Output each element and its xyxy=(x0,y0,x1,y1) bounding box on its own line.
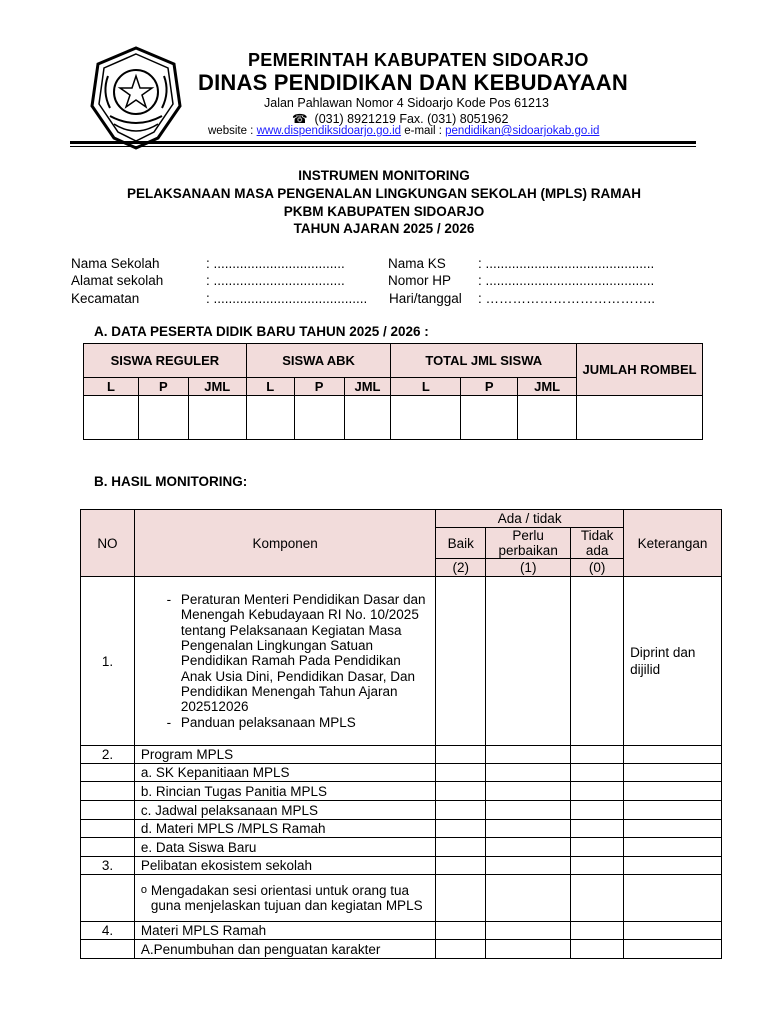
row-no: 4. xyxy=(81,922,135,940)
cell-keterangan[interactable] xyxy=(624,801,722,820)
nomor-hp-field[interactable]: : ............................................. xyxy=(478,273,655,288)
doc-title-3: PKBM KABUPATEN SIDOARJO xyxy=(283,204,485,219)
sub-p: P xyxy=(138,378,188,396)
cell-tidak[interactable] xyxy=(571,940,624,959)
bullet-marker: o xyxy=(140,884,148,896)
nomor-hp-label: Nomor HP xyxy=(388,273,452,288)
table-row xyxy=(81,875,722,922)
website-label: website : xyxy=(208,125,257,137)
list-item xyxy=(157,715,431,730)
nama-sekolah-label: Nama Sekolah xyxy=(71,256,160,271)
cell-tidak[interactable] xyxy=(571,922,624,940)
cell-keterangan[interactable] xyxy=(624,764,722,782)
sub-jml: JML xyxy=(518,378,577,396)
alamat-label: Alamat sekolah xyxy=(71,273,164,288)
cell-keterangan[interactable] xyxy=(624,857,722,875)
cell-perlu[interactable] xyxy=(486,940,571,959)
nama-sekolah-field[interactable]: : ................................... xyxy=(206,256,345,271)
row-no xyxy=(81,782,135,801)
cell-keterangan[interactable] xyxy=(624,940,722,959)
cell-baik[interactable] xyxy=(436,746,486,764)
cell-perlu[interactable] xyxy=(486,838,571,857)
score-tidak: (0) xyxy=(571,559,624,577)
cell-perlu[interactable] xyxy=(486,746,571,764)
cell-reguler-l[interactable] xyxy=(84,396,139,440)
cell-tidak[interactable] xyxy=(571,801,624,820)
doc-title-2: PELAKSANAAN MASA PENGENALAN LINGKUNGAN SEKOLAH (MPLS) RAMAH xyxy=(127,186,641,201)
row-komponen: A.Penumbuhan dan penguatan karakter xyxy=(134,940,435,959)
row-komponen: a. SK Kepanitiaan MPLS xyxy=(134,764,435,782)
kecamatan-label: Kecamatan xyxy=(71,291,140,306)
cell-tidak[interactable] xyxy=(571,746,624,764)
cell-tidak[interactable] xyxy=(571,782,624,801)
cell-keterangan[interactable] xyxy=(624,838,722,857)
dash-marker: - xyxy=(166,714,172,730)
cell-abk-l[interactable] xyxy=(246,396,294,440)
list-item xyxy=(157,592,431,714)
cell-baik[interactable] xyxy=(436,875,486,922)
cell-perlu[interactable] xyxy=(486,875,571,922)
sidoarjo-regency-emblem xyxy=(88,46,184,150)
row-no: 3. xyxy=(81,857,135,875)
doc-title-1: INSTRUMEN MONITORING xyxy=(298,168,470,183)
row-no xyxy=(81,838,135,857)
alamat-field[interactable]: : ................................... xyxy=(206,273,345,288)
row-komponen: e. Data Siswa Baru xyxy=(134,838,435,857)
letterhead-address: Jalan Pahlawan Nomor 4 Sidoarjo Kode Pos 61213 xyxy=(264,96,549,110)
cell-tidak[interactable] xyxy=(571,838,624,857)
student-data-table xyxy=(83,343,703,440)
table-row xyxy=(81,922,722,940)
section-a-heading: A. DATA PESERTA DIDIK BARU TAHUN 2025 / 2026 : xyxy=(94,324,429,339)
sub-p: P xyxy=(461,378,518,396)
list-item xyxy=(141,883,431,913)
header-komponen: Komponen xyxy=(134,510,435,577)
header-siswa-reguler: SISWA REGULER xyxy=(84,344,247,378)
sub-p: P xyxy=(294,378,344,396)
table-row xyxy=(81,838,722,857)
cell-rombel[interactable] xyxy=(577,396,703,440)
header-ada-tidak: Ada / tidak xyxy=(436,510,624,528)
cell-keterangan[interactable] xyxy=(624,922,722,940)
cell-abk-jml[interactable] xyxy=(344,396,391,440)
header-tidak-ada: Tidak ada xyxy=(571,528,624,559)
dash-marker: - xyxy=(166,592,172,608)
website-link[interactable]: www.dispendiksidoarjo.go.id xyxy=(256,125,402,137)
table-row xyxy=(81,746,722,764)
cell-baik[interactable] xyxy=(436,764,486,782)
letterhead-rule-thick xyxy=(70,141,696,144)
cell-perlu[interactable] xyxy=(486,764,571,782)
letterhead-rule-thin xyxy=(70,146,696,147)
cell-perlu[interactable] xyxy=(486,922,571,940)
row-komponen: Pelibatan ekosistem sekolah xyxy=(134,857,435,875)
row-no xyxy=(81,940,135,959)
cell-tidak[interactable] xyxy=(571,577,624,746)
sub-l: L xyxy=(246,378,294,396)
cell-tidak[interactable] xyxy=(571,764,624,782)
score-perlu: (1) xyxy=(486,559,571,577)
cell-baik[interactable] xyxy=(436,820,486,838)
cell-keterangan[interactable] xyxy=(624,746,722,764)
row-no xyxy=(81,875,135,922)
row-komponen: c. Jadwal pelaksanaan MPLS xyxy=(134,801,435,820)
cell-total-jml[interactable] xyxy=(518,396,577,440)
item-panduan: Panduan pelaksanaan MPLS xyxy=(180,714,356,730)
row-no xyxy=(81,801,135,820)
table-row xyxy=(81,764,722,782)
table-row xyxy=(81,940,722,959)
letterhead-contacts xyxy=(208,125,599,137)
row-komponen xyxy=(134,577,435,746)
email-label: e-mail : xyxy=(401,125,446,137)
cell-abk-p[interactable] xyxy=(294,396,344,440)
nama-ks-label: Nama KS xyxy=(388,256,446,271)
cell-perlu[interactable] xyxy=(486,577,571,746)
item-orientasi: Mengadakan sesi orientasi untuk orang tua guna menjelaskan tujuan dan kegiatan MPLS xyxy=(150,883,423,913)
cell-tidak[interactable] xyxy=(571,820,624,838)
row-komponen: Materi MPLS Ramah xyxy=(134,922,435,940)
table-row xyxy=(81,801,722,820)
cell-tidak[interactable] xyxy=(571,875,624,922)
cell-perlu[interactable] xyxy=(486,801,571,820)
cell-keterangan[interactable] xyxy=(624,820,722,838)
table-row xyxy=(81,857,722,875)
header-total-siswa: TOTAL JML SISWA xyxy=(391,344,577,378)
row-no xyxy=(81,820,135,838)
cell-baik[interactable] xyxy=(436,801,486,820)
row-komponen: Program MPLS xyxy=(134,746,435,764)
table-row xyxy=(81,782,722,801)
row-keterangan: Diprint dan dijilid xyxy=(624,577,722,746)
header-siswa-abk: SISWA ABK xyxy=(246,344,391,378)
header-perlu-perbaikan: Perlu perbaikan xyxy=(486,528,571,559)
header-baik: Baik xyxy=(436,528,486,559)
row-komponen: d. Materi MPLS /MPLS Ramah xyxy=(134,820,435,838)
row-komponen: b. Rincian Tugas Panitia MPLS xyxy=(134,782,435,801)
cell-baik[interactable] xyxy=(436,857,486,875)
sub-l: L xyxy=(84,378,139,396)
row-no xyxy=(81,764,135,782)
header-jumlah-rombel: JUMLAH ROMBEL xyxy=(577,344,703,396)
phone-text: (031) 8921219 Fax. (031) 8051962 xyxy=(314,112,509,126)
cell-perlu[interactable] xyxy=(486,820,571,838)
section-b-heading: B. HASIL MONITORING: xyxy=(94,474,248,489)
letterhead-department: DINAS PENDIDIKAN DAN KEBUDAYAAN xyxy=(198,70,628,95)
cell-tidak[interactable] xyxy=(571,857,624,875)
header-keterangan: Keterangan xyxy=(624,510,722,577)
cell-baik[interactable] xyxy=(436,838,486,857)
cell-baik[interactable] xyxy=(436,940,486,959)
kecamatan-field[interactable]: : ......................................... xyxy=(206,291,368,306)
sub-jml: JML xyxy=(188,378,246,396)
cell-total-p[interactable] xyxy=(461,396,518,440)
phone-icon: ☎ xyxy=(292,112,308,126)
email-link[interactable]: pendidikan@sidoarjokab.go.id xyxy=(445,125,600,137)
hari-tanggal-field[interactable]: : ……………………………….. xyxy=(478,291,656,306)
cell-keterangan[interactable] xyxy=(624,782,722,801)
monitoring-table xyxy=(80,509,722,959)
cell-reguler-jml[interactable] xyxy=(188,396,246,440)
doc-title-4: TAHUN AJARAN 2025 / 2026 xyxy=(293,221,475,236)
cell-reguler-p[interactable] xyxy=(138,396,188,440)
cell-perlu[interactable] xyxy=(486,782,571,801)
nama-ks-field[interactable]: : ............................................. xyxy=(478,256,655,271)
score-baik: (2) xyxy=(436,559,486,577)
header-no: NO xyxy=(81,510,135,577)
cell-baik[interactable] xyxy=(436,922,486,940)
sub-jml: JML xyxy=(344,378,391,396)
row-komponen xyxy=(134,875,435,922)
item-peraturan: Peraturan Menteri Pendidikan Dasar dan Menengah Kebudayaan RI No. 10/2025 tentang Pelaksanaan Kegiatan Masa Pengenalan Lingkungan Satuan Pendidikan Ramah Pada Pendidikan Anak Usia Dini, Pendidikan Dasar, Dan Pendidikan Menengah Tahun Ajaran 202512026 xyxy=(180,592,426,715)
cell-keterangan[interactable] xyxy=(624,875,722,922)
sub-l: L xyxy=(391,378,461,396)
table-row xyxy=(81,820,722,838)
row-no: 1. xyxy=(81,577,135,746)
cell-total-l[interactable] xyxy=(391,396,461,440)
row-no: 2. xyxy=(81,746,135,764)
cell-baik[interactable] xyxy=(436,577,486,746)
letterhead-government: PEMERINTAH KABUPATEN SIDOARJO xyxy=(248,50,589,70)
letterhead-phone xyxy=(292,111,508,126)
cell-perlu[interactable] xyxy=(486,857,571,875)
cell-baik[interactable] xyxy=(436,782,486,801)
table-row xyxy=(81,577,722,746)
hari-tanggal-label: Hari/tanggal xyxy=(389,291,462,306)
